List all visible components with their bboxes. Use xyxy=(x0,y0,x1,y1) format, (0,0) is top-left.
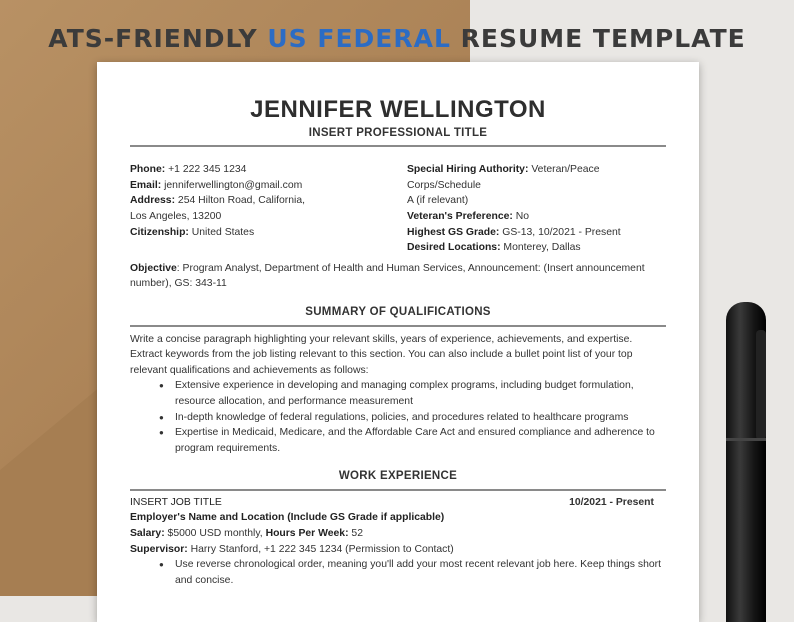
employer-text: Employer's Name and Location (Include GS Grade if applicable) xyxy=(130,512,445,524)
phone: +1 222 345 1234 xyxy=(165,164,247,176)
label: Special Hiring Authority: xyxy=(407,164,529,176)
job-header xyxy=(130,495,666,511)
list-item: ● Extensive experience in developing and managing complex programs, including budget formulation, resource allocation, and performance measurement xyxy=(175,378,666,409)
email: jenniferwellington@gmail.com xyxy=(161,179,303,191)
resume-page xyxy=(97,62,699,622)
hiring-authority-line xyxy=(407,162,666,193)
banner-part1: ATS-FRIENDLY xyxy=(48,24,268,53)
label: Veteran's Preference: xyxy=(407,210,513,222)
citizenship: United States xyxy=(188,226,255,238)
veteran-preference: No xyxy=(512,210,530,222)
salary-line xyxy=(130,526,666,542)
label: Address: xyxy=(130,195,176,207)
banner-title xyxy=(0,24,794,53)
hiring-authority: Veteran/Peace Corps/Schedule xyxy=(407,164,600,191)
salary: $5000 USD monthly, xyxy=(164,528,266,540)
desired-locations: Monterey, Dallas xyxy=(500,242,581,254)
gs-grade: GS-13, 10/2021 - Present xyxy=(499,226,621,238)
professional-title: INSERT PROFESSIONAL TITLE xyxy=(308,126,488,139)
objective xyxy=(130,261,666,292)
citizenship-line xyxy=(130,225,407,241)
label: Supervisor: xyxy=(130,543,188,555)
label: Highest GS Grade: xyxy=(407,226,500,238)
objective-text: : Program Analyst, Department of Health and Human Services, Announcement: (Insert announcement number), GS: 343-11 xyxy=(130,262,645,290)
label: Salary: xyxy=(130,528,165,540)
section-heading-summary: SUMMARY OF QUALIFICATIONS xyxy=(305,305,491,318)
label: Email: xyxy=(130,179,162,191)
work-bullets xyxy=(130,557,666,588)
address: 254 Hilton Road, California, xyxy=(175,195,306,207)
locations-line xyxy=(407,240,666,256)
job-title: INSERT JOB TITLE xyxy=(130,496,222,508)
federal-info xyxy=(407,162,666,256)
pen-clip xyxy=(756,330,766,440)
employer xyxy=(130,510,666,526)
pen-band xyxy=(726,438,766,441)
hiring-authority-line-2: A (if relevant) xyxy=(407,195,469,207)
label: Phone: xyxy=(130,164,166,176)
banner-part2: RESUME TEMPLATE xyxy=(450,24,746,53)
label: Citizenship: xyxy=(130,226,189,238)
list-item: ● In-depth knowledge of federal regulations, policies, and procedures related to healthcare programs xyxy=(175,410,666,426)
label: Objective xyxy=(130,262,177,274)
label: Hours Per Week: xyxy=(265,528,349,540)
supervisor-line xyxy=(130,542,666,558)
divider xyxy=(130,325,666,327)
summary-bullets xyxy=(130,378,666,456)
contact-info xyxy=(130,162,407,256)
list-item: ● Expertise in Medicaid, Medicare, and the Affordable Care Act and ensured compliance and adherence to program requirements. xyxy=(175,425,666,456)
section-heading-work: WORK EXPERIENCE xyxy=(338,470,458,483)
veteran-line xyxy=(407,209,666,225)
list-item: ● Use reverse chronological order, meaning you'll add your most recent relevant job here. Keep things short and concise. xyxy=(175,557,666,588)
banner-highlight: US FEDERAL xyxy=(267,24,451,53)
address-line xyxy=(130,193,407,209)
email-line xyxy=(130,178,407,194)
resume-name: JENNIFER WELLINGTON xyxy=(250,96,546,123)
hours: 52 xyxy=(348,528,363,540)
summary-text: Write a concise paragraph highlighting your relevant skills, years of experience, achievements, and expertise. Extract keywords from the job listing relevant to this section. You can also include a bullet point list of your top relevant qualifications and achievements as follows: xyxy=(130,333,633,376)
job-dates: 10/2021 - Present xyxy=(569,496,654,508)
grade-line xyxy=(407,225,666,241)
divider xyxy=(130,145,666,147)
supervisor: Harry Stanford, +1 222 345 1234 (Permission to Contact) xyxy=(187,543,454,555)
label: Desired Locations: xyxy=(407,242,501,254)
divider xyxy=(130,489,666,491)
address-line-2: Los Angeles, 13200 xyxy=(130,210,222,222)
phone-line xyxy=(130,162,407,178)
